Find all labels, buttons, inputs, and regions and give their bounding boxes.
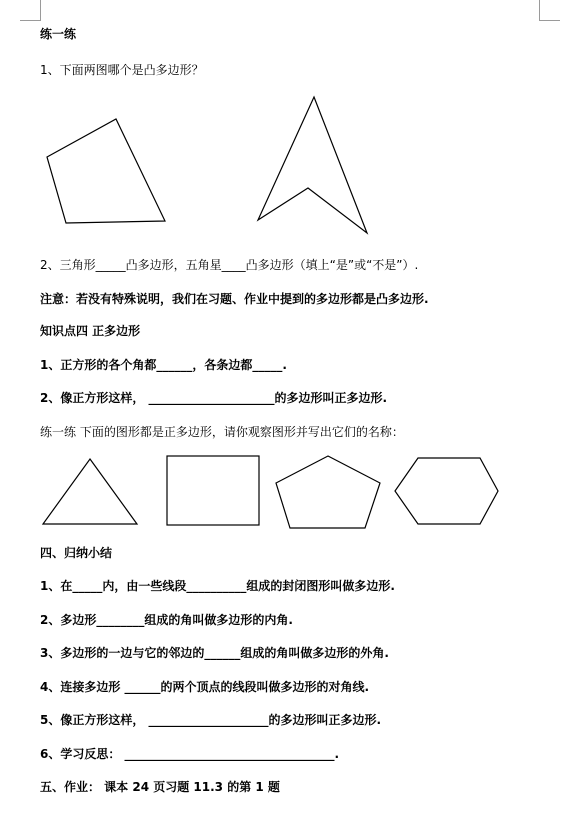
summary-item-3: 3、多边形的一边与它的邻边的______组成的角叫做多边形的外角. [40,646,389,660]
homework: 五、作业： 课本 24 页习题 11.3 的第 1 题 [40,780,280,794]
question-1: 1、下面两图哪个是凸多边形？ [40,63,204,77]
regular-hexagon [395,458,498,524]
summary-item-1: 1、在_____内，由一些线段__________组成的封闭图形叫做多边形. [40,579,395,593]
summary-item-2: 2、多边形________组成的角叫做多边形的内角. [40,613,293,627]
convex-quadrilateral [47,119,165,223]
summary-item-6: 6、学习反思： ___________________________________. [40,747,340,761]
square [167,456,259,525]
note: 注意：若没有特殊说明，我们在习题、作业中提到的多边形都是凸多边形. [40,292,429,306]
practice-2: 练一练 下面的图形都是正多边形，请你观察图形并写出它们的名称： [40,425,404,439]
question-2: 2、三角形_____凸多边形，五角星____凸多边形（填上“是”或“不是”）. [40,258,419,272]
summary-item-5: 5、像正方形这样， ____________________的多边形叫正多边形. [40,713,382,727]
summary-heading: 四、归纳小结 [40,546,113,560]
summary-item-4: 4、连接多边形 ______的两个顶点的线段叫做多边形的对角线. [40,680,370,694]
knowledge-point-4-heading: 知识点四 正多边形 [40,324,141,338]
kp4-item-1: 1、正方形的各个角都______，各条边都_____. [40,358,287,372]
kp4-item-2: 2、像正方形这样， _____________________的多边形叫正多边形. [40,391,388,405]
equilateral-triangle [43,459,137,524]
concave-arrow-shape [258,97,367,233]
regular-pentagon [276,456,380,528]
practice-heading: 练一练 [40,27,77,41]
